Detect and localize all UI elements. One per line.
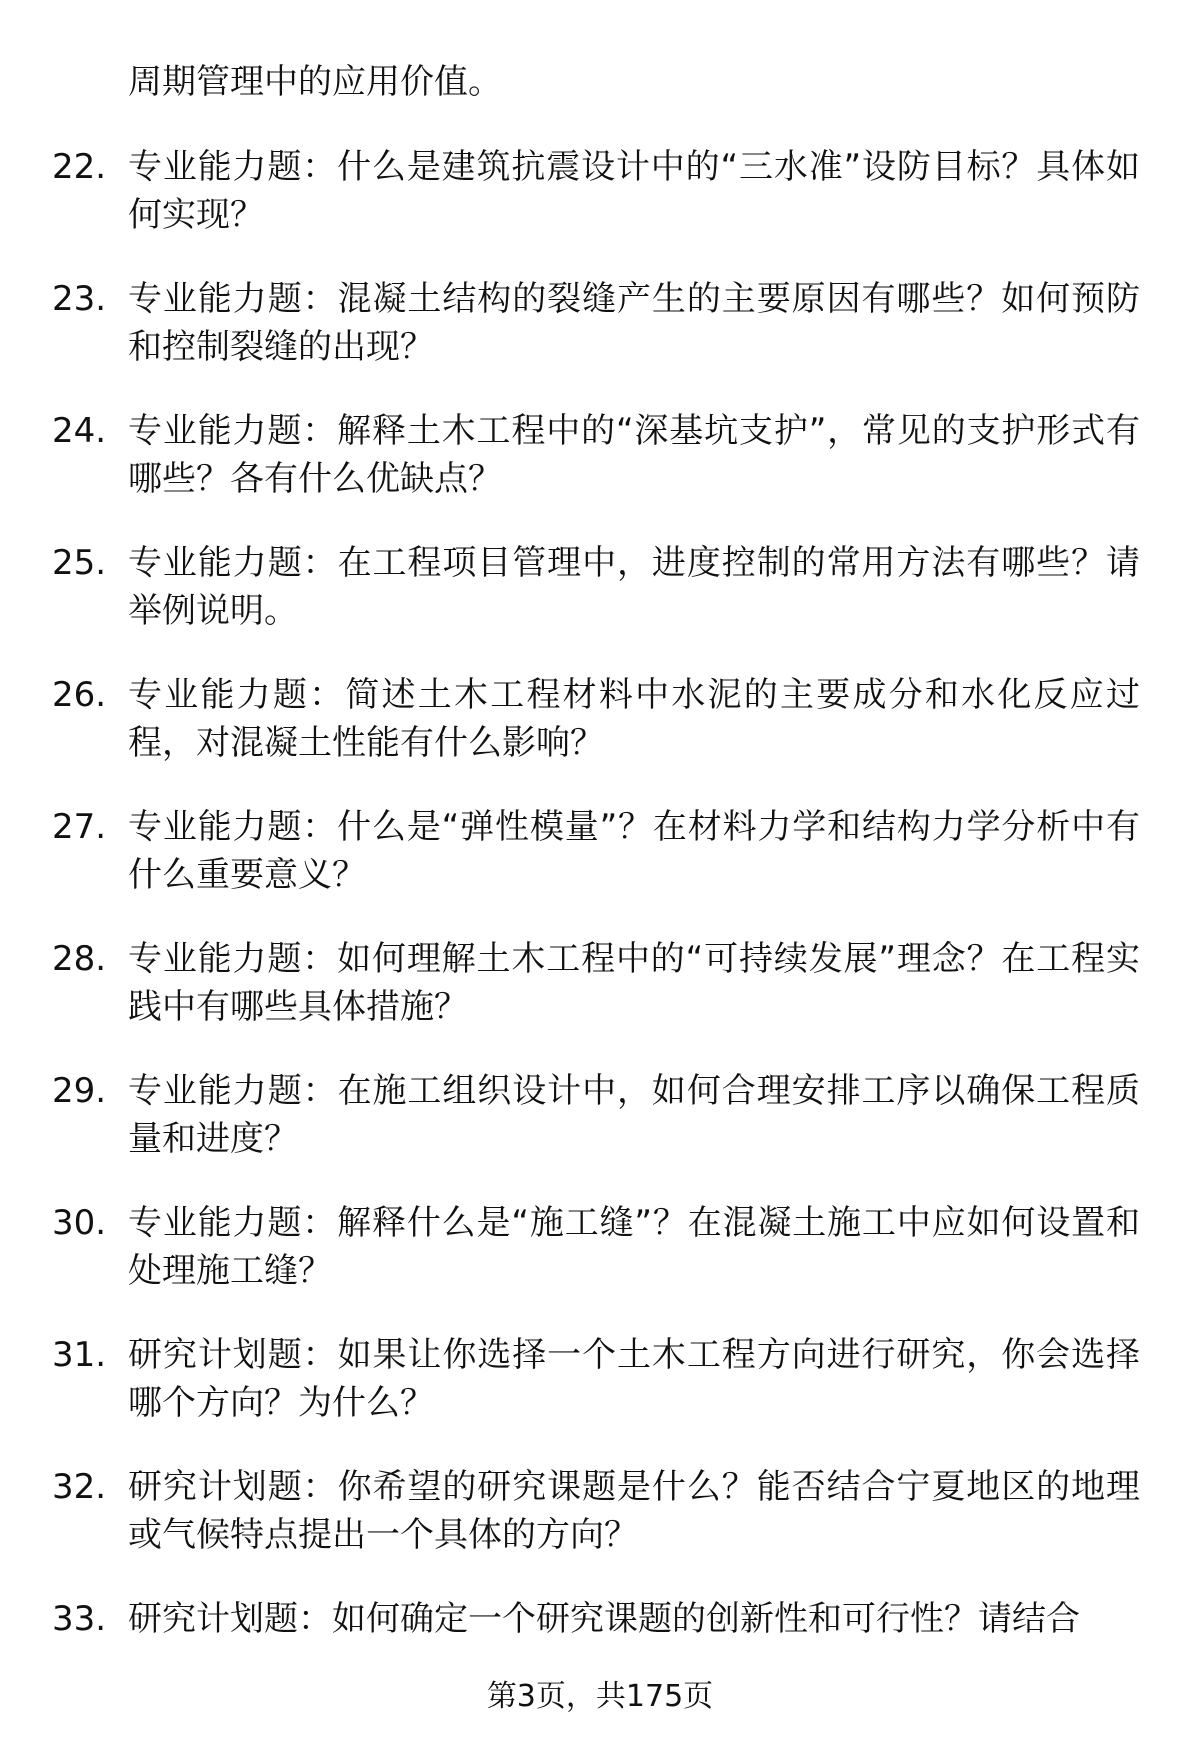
question-number: 24. <box>52 411 107 451</box>
question-text: 专业能力题：在施工组织设计中，如何合理安排工序以确保工程质量和进度？ <box>128 1071 1140 1159</box>
question-number: 28. <box>52 939 107 979</box>
question-number: 29. <box>52 1071 107 1111</box>
question-number: 31. <box>52 1335 107 1375</box>
question-item <box>0 1331 1200 1423</box>
question-item <box>0 143 1200 235</box>
question-number: 33. <box>52 1599 107 1639</box>
question-text: 专业能力题：什么是“弹性模量”？在材料力学和结构力学分析中有什么重要意义？ <box>128 807 1140 895</box>
question-list <box>0 143 1200 1727</box>
question-item <box>0 275 1200 367</box>
question-text: 专业能力题：简述土木工程材料中水泥的主要成分和水化反应过程，对混凝土性能有什么影响？ <box>128 675 1140 763</box>
question-text: 专业能力题：如何理解土木工程中的“可持续发展”理念？在工程实践中有哪些具体措施？ <box>128 939 1140 1027</box>
question-number: 23. <box>52 279 107 319</box>
question-item <box>0 1199 1200 1291</box>
question-item <box>0 407 1200 499</box>
question-item <box>0 803 1200 895</box>
question-item <box>0 1595 1200 1681</box>
question-text: 专业能力题：解释土木工程中的“深基坑支护”，常见的支护形式有哪些？各有什么优缺点？ <box>128 411 1140 499</box>
question-item <box>0 1067 1200 1159</box>
question-number: 32. <box>52 1467 107 1507</box>
question-number: 30. <box>52 1203 107 1243</box>
question-number: 27. <box>52 807 107 847</box>
question-text: 研究计划题：你希望的研究课题是什么？能否结合宁夏地区的地理或气候特点提出一个具体的方向？ <box>128 1467 1140 1555</box>
question-text: 专业能力题：混凝土结构的裂缝产生的主要原因有哪些？如何预防和控制裂缝的出现？ <box>128 279 1140 367</box>
page-footer: 第3页，共175页 <box>486 1679 714 1714</box>
question-item <box>0 1463 1200 1555</box>
question-item <box>0 671 1200 763</box>
question-item <box>0 539 1200 631</box>
question-text: 专业能力题：什么是建筑抗震设计中的“三水准”设防目标？具体如何实现？ <box>128 147 1140 235</box>
question-number: 22. <box>52 147 107 187</box>
question-item <box>0 935 1200 1027</box>
question-text: 研究计划题：如果让你选择一个土木工程方向进行研究，你会选择哪个方向？为什么？ <box>128 1335 1140 1423</box>
question-text: 专业能力题：在工程项目管理中，进度控制的常用方法有哪些？请举例说明。 <box>128 543 1140 631</box>
question-text: 专业能力题：解释什么是“施工缝”？在混凝土施工中应如何设置和处理施工缝？ <box>128 1203 1140 1291</box>
continuation-text: 周期管理中的应用价值。 <box>128 62 502 102</box>
question-number: 25. <box>52 543 107 583</box>
question-text: 研究计划题：如何确定一个研究课题的创新性和可行性？请结合 <box>128 1599 1080 1639</box>
question-number: 26. <box>52 675 107 715</box>
